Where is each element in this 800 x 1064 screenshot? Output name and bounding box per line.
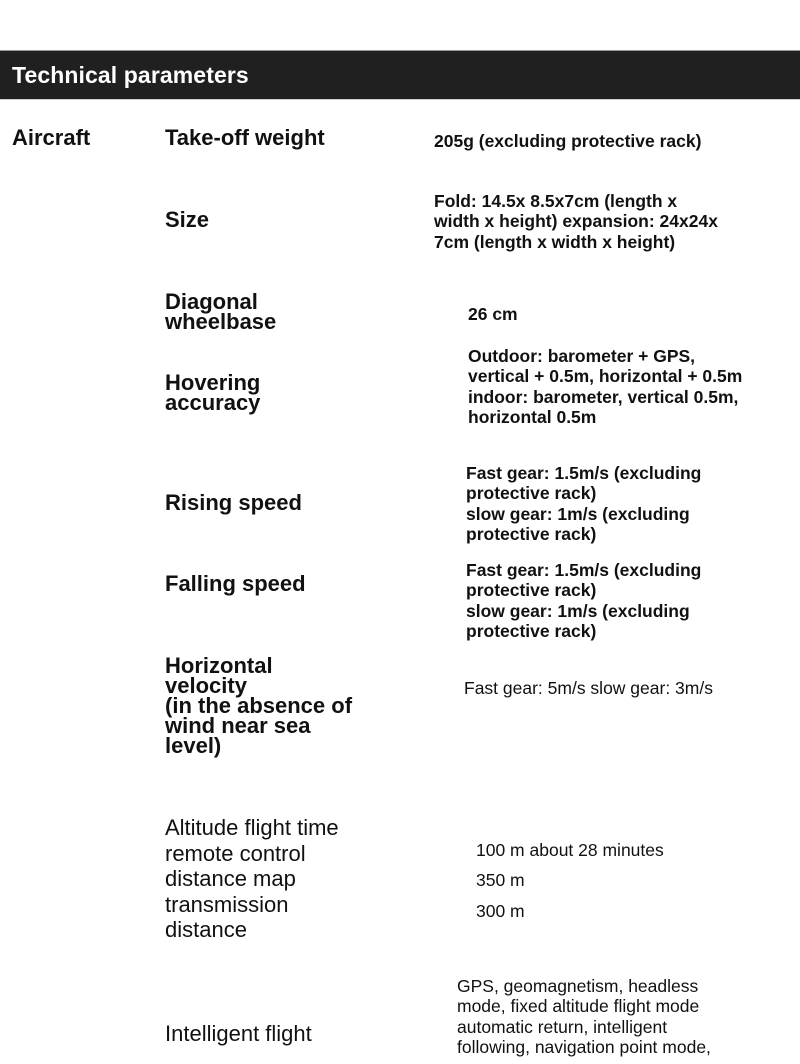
param-label-takeoff-weight: Take-off weight xyxy=(165,125,325,150)
param-value-takeoff-weight: 205g (excluding protective rack) xyxy=(434,131,702,151)
param-value-hovering-accuracy: Outdoor: barometer + GPS, vertical + 0.5m, horizontal + 0.5m indoor: barometer, vertical 0.5m, horizontal 0.5m xyxy=(468,346,743,427)
param-label-horizontal-velocity: Horizontal velocity (in the absence of wind near sea level) xyxy=(165,653,353,758)
param-value-diagonal-wheelbase: 26 cm xyxy=(468,304,518,324)
param-value-flight-time: 100 m about 28 minutes xyxy=(476,840,664,860)
param-value-rising-speed: Fast gear: 1.5m/s (excluding protective rack) slow gear: 1m/s (excluding protective rack) xyxy=(466,463,702,544)
param-label-intelligent-flight: Intelligent flight xyxy=(165,1021,312,1046)
param-label-diagonal-wheelbase: Diagonal wheelbase xyxy=(165,289,277,334)
param-label-rising-speed: Rising speed xyxy=(165,490,302,515)
param-label-falling-speed: Falling speed xyxy=(165,571,306,596)
category-label-aircraft: Aircraft xyxy=(12,125,91,150)
section-header-bar xyxy=(0,50,800,100)
param-value-intelligent-flight: GPS, geomagnetism, headless mode, fixed altitude flight mode automatic return, intelligent following, navigation point mode, xyxy=(457,976,711,1057)
param-value-horizontal-velocity: Fast gear: 5m/s slow gear: 3m/s xyxy=(464,678,713,698)
param-value-size: Fold: 14.5x 8.5x7cm (length x width x height) expansion: 24x24x 7cm (length x width x height) xyxy=(434,191,718,252)
param-value-remote-control-distance: 350 m xyxy=(476,870,525,890)
param-label-flight-time-distance: Altitude flight time remote control distance map transmission distance xyxy=(165,815,339,942)
param-value-map-transmission-distance: 300 m xyxy=(476,901,525,921)
param-value-falling-speed: Fast gear: 1.5m/s (excluding protective rack) slow gear: 1m/s (excluding protective rack) xyxy=(466,560,702,641)
param-label-hovering-accuracy: Hovering accuracy xyxy=(165,370,261,415)
section-title: Technical parameters xyxy=(12,62,249,88)
param-label-size: Size xyxy=(165,207,210,232)
